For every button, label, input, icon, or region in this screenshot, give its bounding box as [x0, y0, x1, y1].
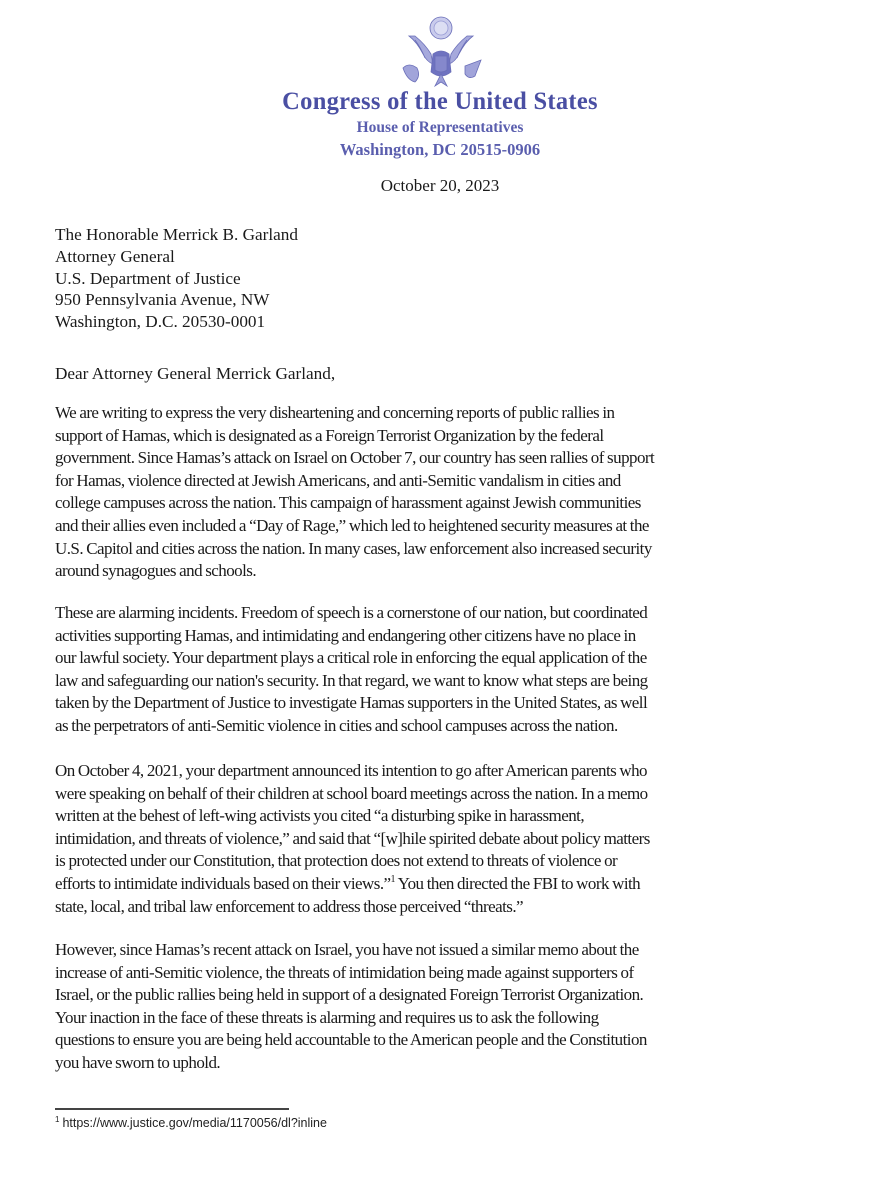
text-line: as the perpetrators of anti-Semitic violence in cities and school campuses across the nation. — [55, 715, 618, 735]
footnote-reference: 1 — [390, 873, 395, 885]
addressee-city: Washington, D.C. 20530-0001 — [55, 312, 266, 332]
text-line: and their allies even included a “Day of Rage,” which led to heightened security measures at the — [55, 515, 649, 535]
footnote-link[interactable]: https://www.justice.gov/media/1170056/dl?inline — [62, 1116, 327, 1130]
text-line: college campuses across the nation. This campaign of harassment against Jewish communities — [55, 493, 641, 513]
text-line: questions to ensure you are being held accountable to the American people and the Constitution — [55, 1030, 647, 1050]
body-paragraph-4 — [55, 939, 845, 1075]
text-line: were speaking on behalf of their children at school board meetings across the nation. In a memo — [55, 783, 648, 803]
text-line: Your inaction in the face of these threats is alarming and requires us to ask the following — [55, 1007, 599, 1027]
text-line — [55, 873, 845, 896]
text-line: around synagogues and schools. — [55, 561, 257, 581]
text-line: support of Hamas, which is designated as a Foreign Terrorist Organization by the federal — [55, 425, 604, 445]
footnote — [55, 1116, 327, 1130]
great-seal-eagle-icon — [395, 14, 487, 90]
text-line: is protected under our Constitution, that protection does not extend to threats of violence or — [55, 851, 618, 871]
letter-date: October 20, 2023 — [380, 176, 500, 195]
text-line: law and safeguarding our nation's security. In that regard, we want to know what steps are being — [55, 670, 648, 690]
addressee-department: U.S. Department of Justice — [55, 268, 241, 288]
body-paragraph-3 — [55, 760, 845, 918]
body-paragraph-1 — [55, 402, 845, 583]
addressee-name: The Honorable Merrick B. Garland — [55, 225, 298, 244]
text-line: state, local, and tribal law enforcement to address those perceived “threats.” — [55, 896, 524, 916]
text-line: Israel, or the public rallies being held in support of a designated Foreign Terrorist Organization. — [55, 985, 644, 1005]
addressee-street: 950 Pennsylvania Avenue, NW — [55, 290, 270, 310]
text-line: activities supporting Hamas, and intimidating and endangering other citizens have no place in — [55, 625, 636, 645]
text-line: U.S. Capitol and cities across the nation. In many cases, law enforcement also increased security — [55, 538, 652, 558]
text-line: government. Since Hamas’s attack on Israel on October 7, our country has seen rallies of support — [55, 448, 655, 468]
salutation: Dear Attorney General Merrick Garland, — [55, 364, 336, 383]
letterhead-address: Washington, DC 20515-0906 — [339, 140, 541, 159]
text-line: intimidation, and threats of violence,” and said that “[w]hile spirited debate about policy matters — [55, 828, 650, 848]
addressee-title: Attorney General — [55, 246, 175, 266]
text-line: increase of anti-Semitic violence, the threats of intimidation being made against supporters of — [55, 962, 634, 982]
text-fragment: You then directed the FBI to work with — [395, 873, 641, 893]
footnote-marker: 1 — [55, 1115, 60, 1124]
body-paragraph-2 — [55, 602, 845, 738]
text-line: However, since Hamas’s recent attack on Israel, you have not issued a similar memo about the — [55, 940, 639, 959]
text-line: On October 4, 2021, your department announced its intention to go after American parents who — [55, 761, 648, 780]
text-line: taken by the Department of Justice to investigate Hamas supporters in the United States, as well — [55, 693, 648, 713]
text-line: These are alarming incidents. Freedom of speech is a cornerstone of our nation, but coordinated — [55, 603, 648, 622]
addressee-block — [55, 224, 298, 333]
text-line: We are writing to express the very disheartening and concerning reports of public rallies in — [55, 403, 615, 422]
text-line: our lawful society. Your department plays a critical role in enforcing the equal application of the — [55, 648, 647, 668]
footnote-divider — [55, 1108, 289, 1110]
letterhead-title: Congress of the United States — [282, 88, 598, 115]
text-line: written at the behest of left-wing activists you cited “a disturbing spike in harassment, — [55, 806, 585, 826]
letterhead-subtitle: House of Representatives — [356, 119, 524, 136]
text-line: you have sworn to uphold. — [55, 1052, 221, 1072]
text-line: for Hamas, violence directed at Jewish Americans, and anti-Semitic vandalism in cities and — [55, 470, 621, 490]
text-fragment: efforts to intimidate individuals based on their views.” — [55, 873, 391, 893]
